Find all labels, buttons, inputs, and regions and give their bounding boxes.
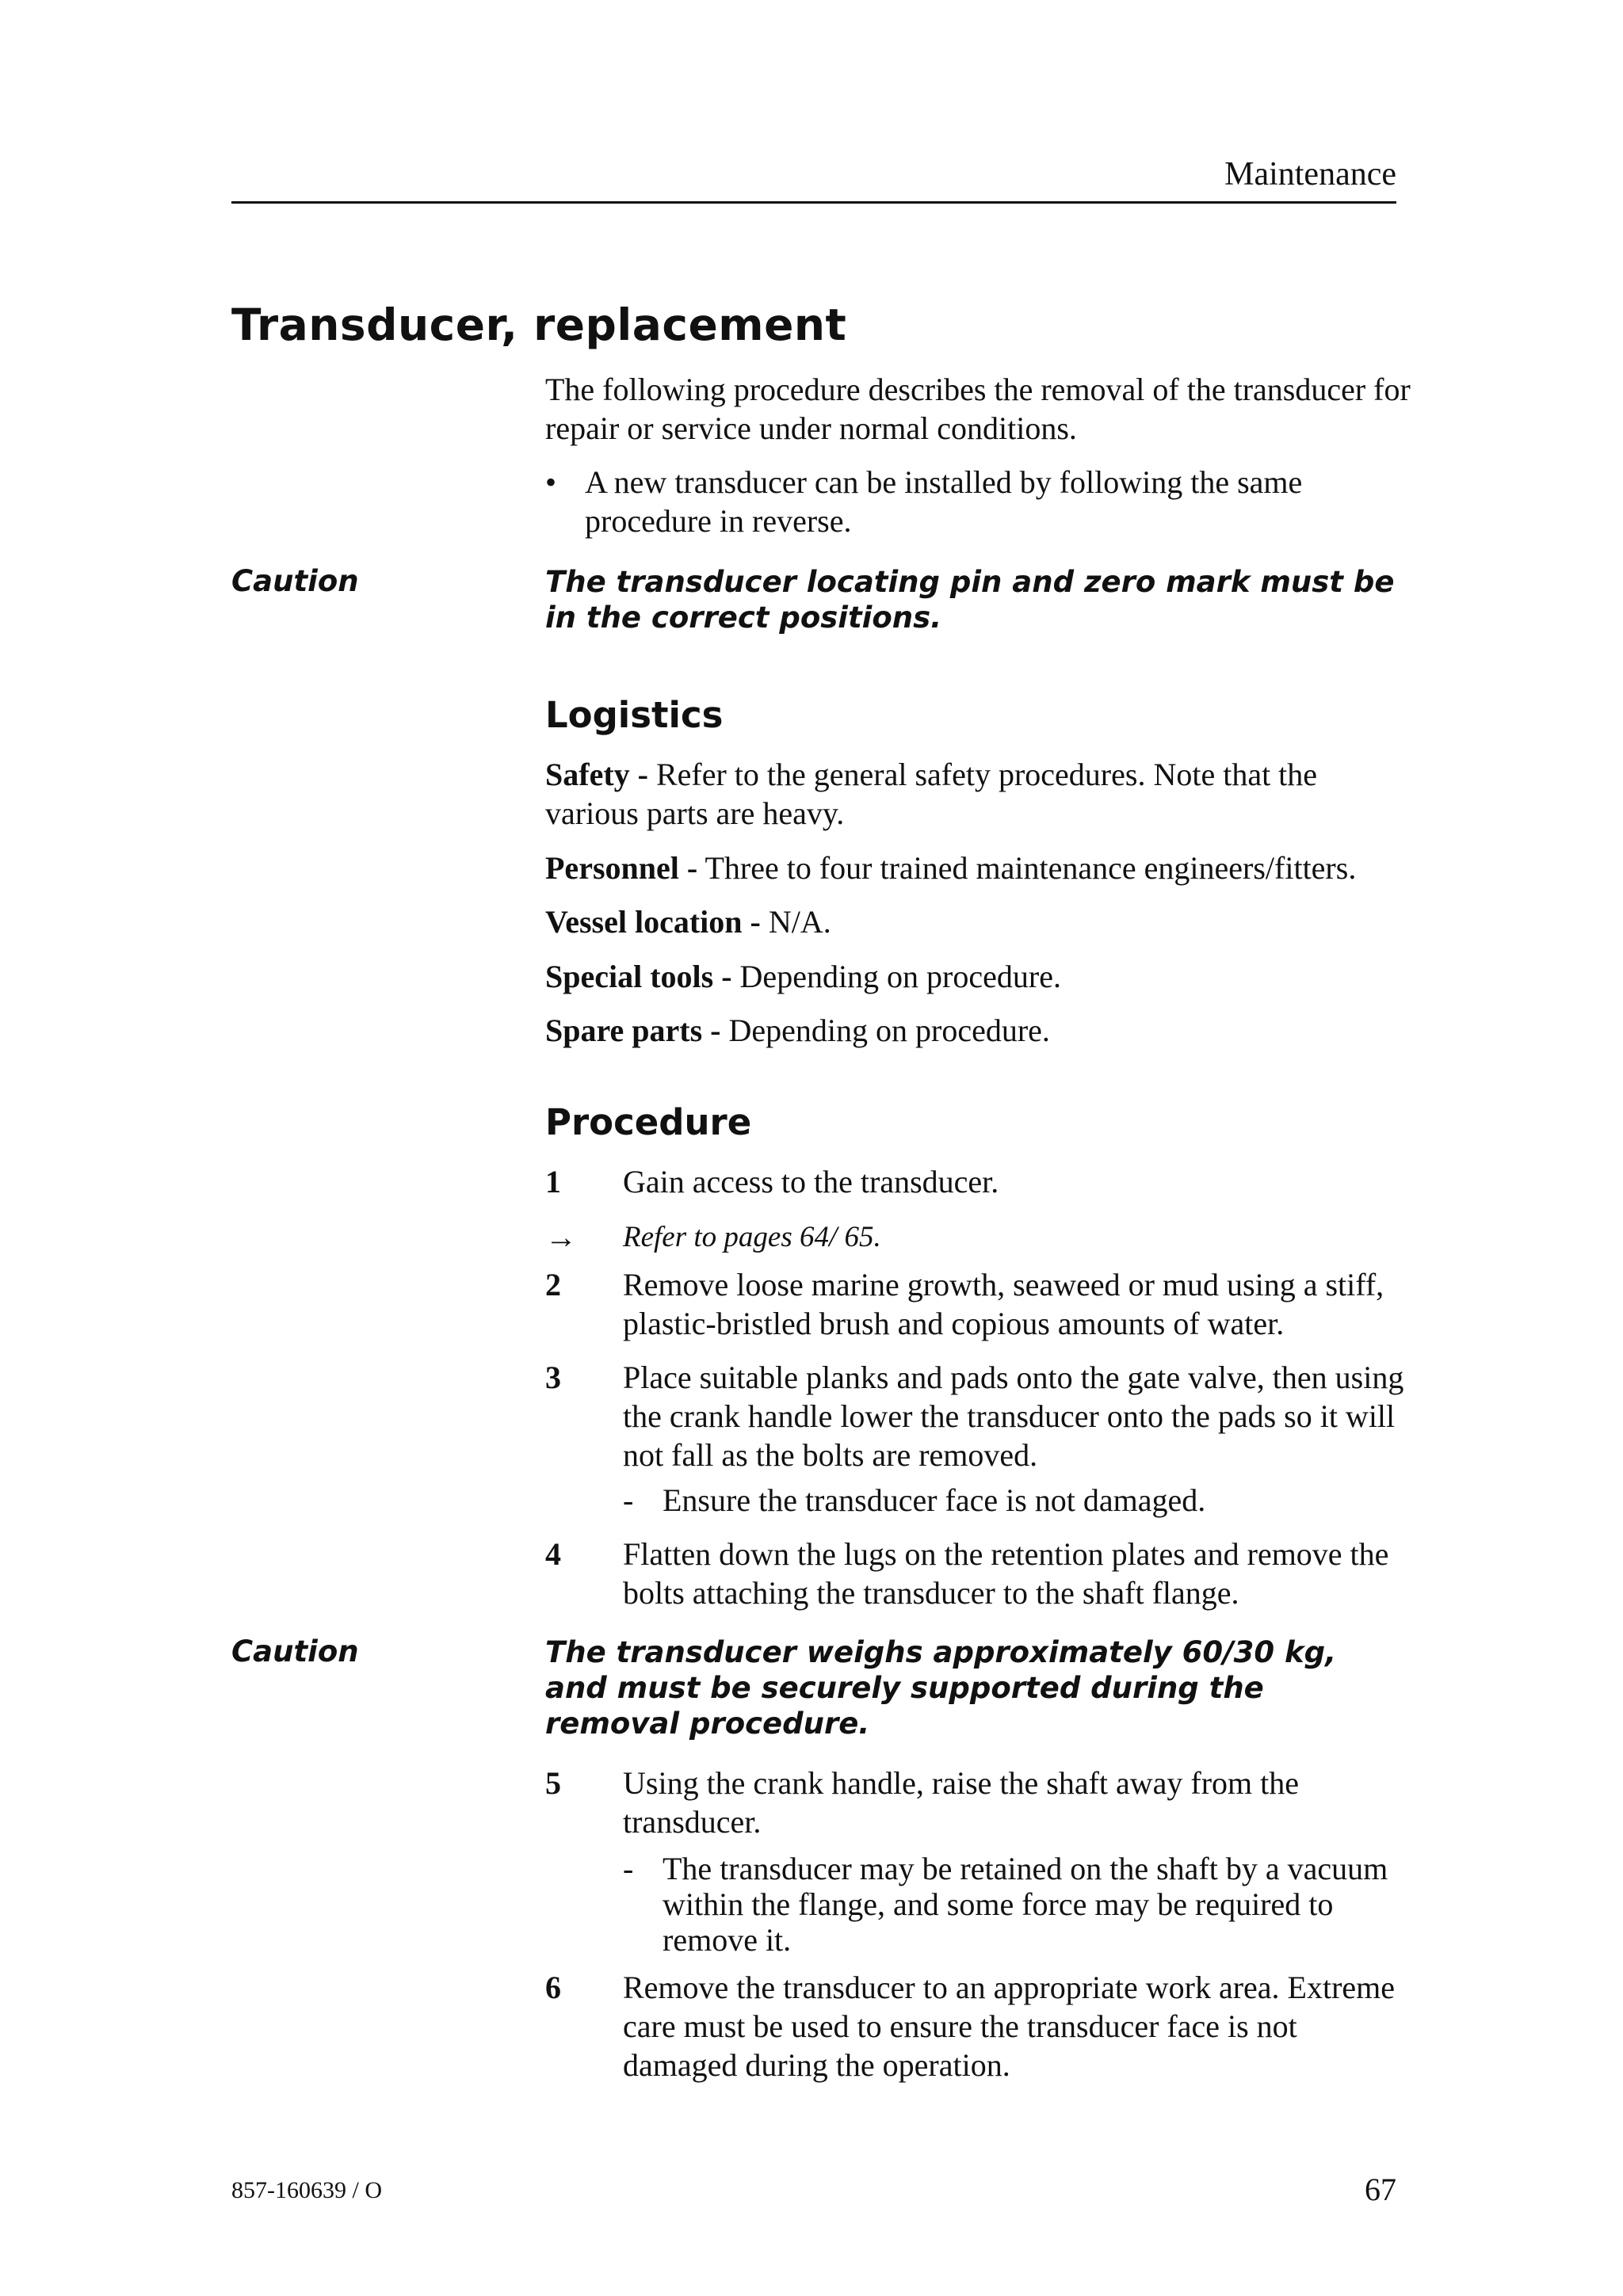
page-title: Transducer, replacement: [231, 299, 847, 350]
logistics-label: Personnel -: [545, 850, 698, 886]
dash-bullet: -: [623, 1851, 634, 1886]
reference-text: Refer to pages 64/ 65.: [623, 1221, 881, 1253]
logistics-personnel: [545, 849, 1417, 887]
logistics-text: Three to four trained maintenance engineers/fitters.: [697, 850, 1357, 886]
logistics-safety: [545, 755, 1417, 833]
note-text: Ensure the transducer face is not damaged.: [663, 1482, 1206, 1518]
step-text: Place suitable planks and pads onto the gate valve, then using the crank handle lower the transducer onto the pads so it will not fall as the bolts are removed.: [623, 1360, 1404, 1473]
arrow-right-icon: →: [545, 1219, 577, 1255]
step-number: 3: [545, 1360, 561, 1395]
logistics-text: Refer to the general safety procedures. Note that the various parts are heavy.: [545, 757, 1318, 831]
logistics-heading: Logistics: [545, 694, 724, 736]
logistics-text: Depending on procedure.: [731, 959, 1061, 994]
step-text: Flatten down the lugs on the retention plates and remove the bolts attaching the transducer to the shaft flange.: [623, 1536, 1389, 1611]
step-number: 5: [545, 1765, 561, 1801]
logistics-text: Depending on procedure.: [720, 1013, 1050, 1048]
logistics-label: Safety -: [545, 757, 648, 792]
document-number: 857-160639 / O: [231, 2177, 382, 2203]
step-number: 1: [545, 1164, 561, 1199]
logistics-label: Spare parts -: [545, 1013, 721, 1048]
intro-text: The following procedure describes the removal of the transducer for repair or service under normal conditions.: [545, 372, 1411, 446]
dash-bullet: -: [623, 1482, 634, 1518]
logistics-special-tools: [545, 957, 1417, 996]
caution-label: Caution: [231, 1634, 359, 1669]
logistics-text: N/A.: [760, 904, 831, 940]
step-number: 4: [545, 1536, 561, 1572]
step-text: Remove loose marine growth, seaweed or mud using a stiff, plastic-bristled brush and copious amounts of water.: [623, 1267, 1384, 1341]
caution-text: The transducer weighs approximately 60/30 kg, and must be securely supported during the removal procedure.: [545, 1635, 1337, 1741]
header-rule: [231, 201, 1396, 204]
intro-bullet-text: A new transducer can be installed by following the same procedure in reverse.: [585, 464, 1303, 539]
caution-label: Caution: [231, 564, 359, 598]
logistics-label: Special tools -: [545, 959, 732, 994]
page-number: 67: [1365, 2172, 1396, 2207]
running-header: Maintenance: [1224, 156, 1396, 193]
step-text: Using the crank handle, raise the shaft away from the transducer.: [623, 1765, 1300, 1840]
step-text: Gain access to the transducer.: [623, 1164, 999, 1199]
logistics-spare-parts: [545, 1011, 1417, 1050]
step-number: 6: [545, 1970, 561, 2005]
logistics-label: Vessel location -: [545, 904, 761, 940]
caution-text: The transducer locating pin and zero mark must be in the correct positions.: [545, 565, 1395, 635]
step-number: 2: [545, 1267, 561, 1302]
step-text: Remove the transducer to an appropriate work area. Extreme care must be used to ensure the transducer face is not damaged during the operation.: [623, 1970, 1396, 2083]
intro-paragraph: [545, 370, 1417, 448]
bullet-icon: •: [545, 464, 557, 500]
logistics-vessel-location: [545, 902, 1417, 941]
procedure-heading: Procedure: [545, 1101, 752, 1143]
note-text: The transducer may be retained on the shaft by a vacuum within the flange, and some force may be required to remove it.: [663, 1851, 1388, 1958]
